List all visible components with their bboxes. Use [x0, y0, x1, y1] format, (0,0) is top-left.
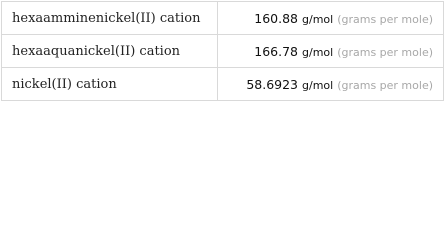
molar-mass-cell: [218, 35, 444, 68]
molar-mass-cell: [218, 2, 444, 35]
molar-mass-value: 160.88: [254, 10, 299, 26]
molar-mass-cell: [218, 68, 444, 101]
unit-label: g/mol: [302, 45, 334, 59]
table-row: [2, 68, 444, 101]
table-row: [2, 35, 444, 68]
compound-name: hexaaquanickel(II) cation: [2, 35, 218, 68]
compound-name: hexaamminenickel(II) cation: [2, 2, 218, 35]
molar-mass-results: [0, 0, 447, 104]
unit-description: (grams per mole): [337, 45, 433, 59]
unit-description: (grams per mole): [337, 78, 433, 92]
table-row: [2, 2, 444, 35]
molar-mass-value: 58.6923: [246, 76, 299, 92]
unit-description: (grams per mole): [337, 12, 433, 26]
unit-label: g/mol: [302, 12, 334, 26]
molar-mass-table: [1, 1, 444, 101]
unit-label: g/mol: [302, 78, 334, 92]
compound-name: nickel(II) cation: [2, 68, 218, 101]
molar-mass-value: 166.78: [254, 43, 299, 59]
